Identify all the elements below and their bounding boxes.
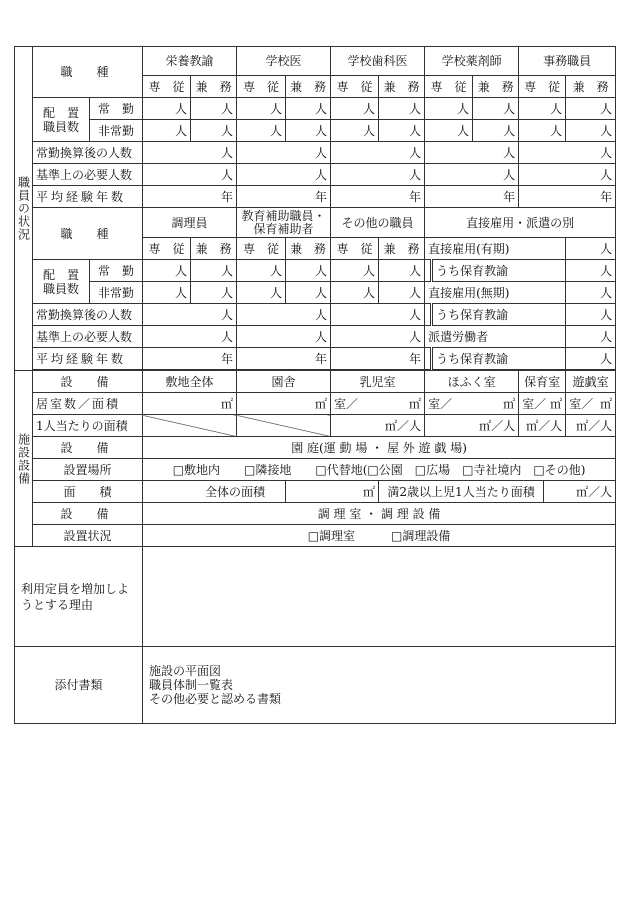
job-assistant: 教育補助職員・保育補助者: [237, 208, 331, 238]
count-cell[interactable]: 人: [143, 164, 237, 186]
equipment-label: 設 備: [33, 371, 143, 393]
count-cell[interactable]: 人: [237, 98, 286, 120]
direct-dispatch-header: 直接雇用・派遣の別: [425, 208, 616, 238]
col-nursery-room: 保育室: [519, 371, 566, 393]
count-cell[interactable]: 人: [143, 304, 237, 326]
full-time-header: 専 従: [143, 76, 191, 98]
childcare-teacher-label: うち保育教諭: [432, 304, 566, 326]
job-nutrition-teacher: 栄養教諭: [143, 47, 237, 76]
job-type-label: 職 種: [33, 47, 143, 98]
count-cell[interactable]: 人: [473, 120, 519, 142]
year-cell[interactable]: 年: [237, 186, 331, 208]
col-crawling-room: ほふく室: [425, 371, 519, 393]
sqm-unit: ㎡: [503, 396, 516, 411]
count-cell[interactable]: 人: [191, 120, 237, 142]
count-cell[interactable]: 人: [379, 98, 425, 120]
count-cell[interactable]: 人: [143, 260, 191, 282]
reason-input[interactable]: [143, 547, 616, 647]
full-time-header: 専 従: [237, 238, 286, 260]
count-cell[interactable]: 人: [566, 326, 616, 348]
job-other-staff: その他の職員: [331, 208, 425, 238]
year-cell[interactable]: 年: [143, 348, 237, 370]
count-cell[interactable]: 人: [286, 282, 331, 304]
over2-area-label: 満2歳以上児1人当たり面積: [379, 481, 544, 503]
part-time-header: 兼 務: [379, 238, 425, 260]
sqm-cell[interactable]: ㎡: [237, 393, 331, 415]
count-cell[interactable]: 人: [519, 164, 616, 186]
job-cook: 調理員: [143, 208, 237, 238]
job-office-staff: 事務職員: [519, 47, 616, 76]
full-time-header: 専 従: [331, 238, 379, 260]
year-cell[interactable]: 年: [237, 348, 331, 370]
reason-label: 利用定員を増加しようとする理由: [15, 547, 143, 647]
status-options[interactable]: □調理室 □調理設備: [143, 525, 616, 547]
count-cell[interactable]: 人: [566, 348, 616, 370]
diagonal-blank-cell: [143, 415, 237, 437]
count-cell[interactable]: 人: [286, 260, 331, 282]
count-cell[interactable]: 人: [331, 142, 425, 164]
part-time-header: 兼 務: [473, 76, 519, 98]
room-unit: 室／: [334, 396, 359, 411]
room-area-cell[interactable]: [566, 393, 616, 415]
col-site: 敷地全体: [143, 371, 237, 393]
per-person-cell[interactable]: ㎡／人: [425, 415, 519, 437]
count-cell[interactable]: 人: [143, 326, 237, 348]
part-time-header: 兼 務: [286, 76, 331, 98]
converted-count-label: 常勤換算後の人数: [33, 142, 143, 164]
direct-open-term-label: 直接雇用(無期): [425, 282, 566, 304]
nonregular-label: 非常勤: [90, 282, 143, 304]
room-area-cell[interactable]: [425, 393, 519, 415]
count-cell[interactable]: 人: [143, 98, 191, 120]
regular-label: 常 勤: [90, 98, 143, 120]
childcare-teacher-label: うち保育教諭: [432, 260, 566, 282]
direct-fixed-term-label: 直接雇用(有期): [425, 238, 566, 260]
per-person-cell[interactable]: ㎡／人: [519, 415, 566, 437]
room-area-cell[interactable]: [519, 393, 566, 415]
avg-experience-label: 平均経験年数: [33, 186, 143, 208]
location-options[interactable]: □敷地内 □隣接地 □代替地(□公園 □広場 □寺社境内 □その他): [143, 459, 616, 481]
attachment-item: 施設の平面図: [149, 664, 222, 678]
count-cell[interactable]: 人: [425, 142, 519, 164]
count-cell[interactable]: 人: [143, 120, 191, 142]
col-infant-room: 乳児室: [331, 371, 425, 393]
regular-label: 常 勤: [90, 260, 143, 282]
count-cell[interactable]: 人: [379, 282, 425, 304]
sqm-unit: ㎡: [409, 396, 422, 411]
converted-count-label: 常勤換算後の人数: [33, 304, 143, 326]
placement-count-label: 配 置 職員数: [33, 98, 90, 142]
count-cell[interactable]: 人: [237, 142, 331, 164]
per-person-cell[interactable]: ㎡／人: [544, 481, 616, 503]
attachment-item: 職員体制一覧表: [149, 678, 234, 692]
attachment-item: その他必要と認める書類: [149, 692, 282, 706]
count-cell[interactable]: 人: [191, 98, 237, 120]
count-cell[interactable]: 人: [519, 98, 566, 120]
year-cell[interactable]: 年: [331, 348, 425, 370]
year-cell[interactable]: 年: [143, 186, 237, 208]
full-time-header: 専 従: [519, 76, 566, 98]
full-time-header: 専 従: [237, 76, 286, 98]
dispatch-worker-label: 派遣労働者: [425, 326, 566, 348]
count-cell[interactable]: 人: [237, 304, 331, 326]
sqm-cell[interactable]: ㎡: [143, 393, 237, 415]
full-time-header: 専 従: [425, 76, 473, 98]
count-cell[interactable]: 人: [331, 260, 379, 282]
count-cell[interactable]: 人: [286, 120, 331, 142]
full-time-header: 専 従: [331, 76, 379, 98]
sqm-unit: ㎡: [550, 396, 563, 411]
count-cell[interactable]: 人: [566, 260, 616, 282]
count-cell[interactable]: 人: [237, 326, 331, 348]
count-cell[interactable]: 人: [331, 120, 379, 142]
count-cell[interactable]: 人: [331, 164, 425, 186]
area-label: 面 積: [33, 481, 143, 503]
count-cell[interactable]: 人: [379, 260, 425, 282]
count-cell[interactable]: 人: [566, 98, 616, 120]
room-unit: 室／: [522, 396, 547, 411]
count-cell[interactable]: 人: [473, 98, 519, 120]
section-staff-label: 職員の状況: [15, 47, 33, 371]
equipment-label: 設 備: [33, 437, 143, 459]
count-cell[interactable]: 人: [191, 260, 237, 282]
count-cell[interactable]: 人: [143, 282, 191, 304]
part-time-header: 兼 務: [379, 76, 425, 98]
part-time-header: 兼 務: [191, 76, 237, 98]
count-cell[interactable]: 人: [237, 164, 331, 186]
job-school-pharmacist: 学校薬剤師: [425, 47, 519, 76]
total-area-label: 全体の面積: [143, 481, 286, 503]
count-cell[interactable]: 人: [331, 304, 425, 326]
status-label: 設置状況: [33, 525, 143, 547]
year-cell[interactable]: 年: [519, 186, 616, 208]
year-cell[interactable]: 年: [425, 186, 519, 208]
count-cell[interactable]: 人: [566, 282, 616, 304]
room-area-cell[interactable]: [331, 393, 425, 415]
nonregular-label: 非常勤: [90, 120, 143, 142]
childcare-teacher-label: うち保育教諭: [432, 348, 566, 370]
year-cell[interactable]: 年: [331, 186, 425, 208]
count-cell[interactable]: 人: [566, 304, 616, 326]
attachments-list: [143, 647, 616, 724]
count-cell[interactable]: 人: [286, 98, 331, 120]
count-cell[interactable]: 人: [191, 282, 237, 304]
count-cell[interactable]: 人: [379, 120, 425, 142]
location-label: 設置場所: [33, 459, 143, 481]
col-playroom: 遊戯室: [566, 371, 616, 393]
count-cell[interactable]: 人: [519, 120, 566, 142]
count-cell[interactable]: 人: [237, 282, 286, 304]
count-cell[interactable]: 人: [425, 98, 473, 120]
per-person-area-label: 1人当たりの面積: [33, 415, 143, 437]
part-time-header: 兼 務: [286, 238, 331, 260]
kitchen-header: 調 理 室 ・ 調 理 設 備: [143, 503, 616, 525]
rooms-area-label: 居室数／面積: [33, 393, 143, 415]
application-form: [14, 46, 616, 724]
count-cell[interactable]: 人: [237, 120, 286, 142]
count-cell[interactable]: 人: [425, 120, 473, 142]
col-building: 園舎: [237, 371, 331, 393]
count-cell[interactable]: 人: [331, 98, 379, 120]
equipment-label: 設 備: [33, 503, 143, 525]
count-cell[interactable]: 人: [425, 164, 519, 186]
required-count-label: 基準上の必要人数: [33, 164, 143, 186]
sqm-cell[interactable]: ㎡: [286, 481, 379, 503]
section-facility-label: 施設設備: [15, 371, 33, 547]
required-count-label: 基準上の必要人数: [33, 326, 143, 348]
per-person-cell[interactable]: ㎡／人: [331, 415, 425, 437]
job-school-dentist: 学校歯科医: [331, 47, 425, 76]
avg-experience-label: 平均経験年数: [33, 348, 143, 370]
job-school-doctor: 学校医: [237, 47, 331, 76]
sqm-unit: ㎡: [600, 396, 613, 411]
count-cell[interactable]: 人: [566, 238, 616, 260]
diagonal-blank-cell: [237, 415, 331, 437]
full-time-header: 専 従: [143, 238, 191, 260]
count-cell[interactable]: 人: [331, 326, 425, 348]
job-type-label: 職 種: [33, 208, 143, 260]
count-cell[interactable]: 人: [143, 142, 237, 164]
count-cell[interactable]: 人: [331, 282, 379, 304]
room-unit: 室／: [569, 396, 594, 411]
placement-count-label: 配 置 職員数: [33, 260, 90, 304]
count-cell[interactable]: 人: [237, 260, 286, 282]
count-cell[interactable]: 人: [566, 120, 616, 142]
garden-header: 園 庭(運 動 場 ・ 屋 外 遊 戯 場): [143, 437, 616, 459]
part-time-header: 兼 務: [566, 76, 616, 98]
attachments-label: 添付書類: [15, 647, 143, 724]
room-unit: 室／: [428, 396, 453, 411]
part-time-header: 兼 務: [191, 238, 237, 260]
per-person-cell[interactable]: ㎡／人: [566, 415, 616, 437]
count-cell[interactable]: 人: [519, 142, 616, 164]
